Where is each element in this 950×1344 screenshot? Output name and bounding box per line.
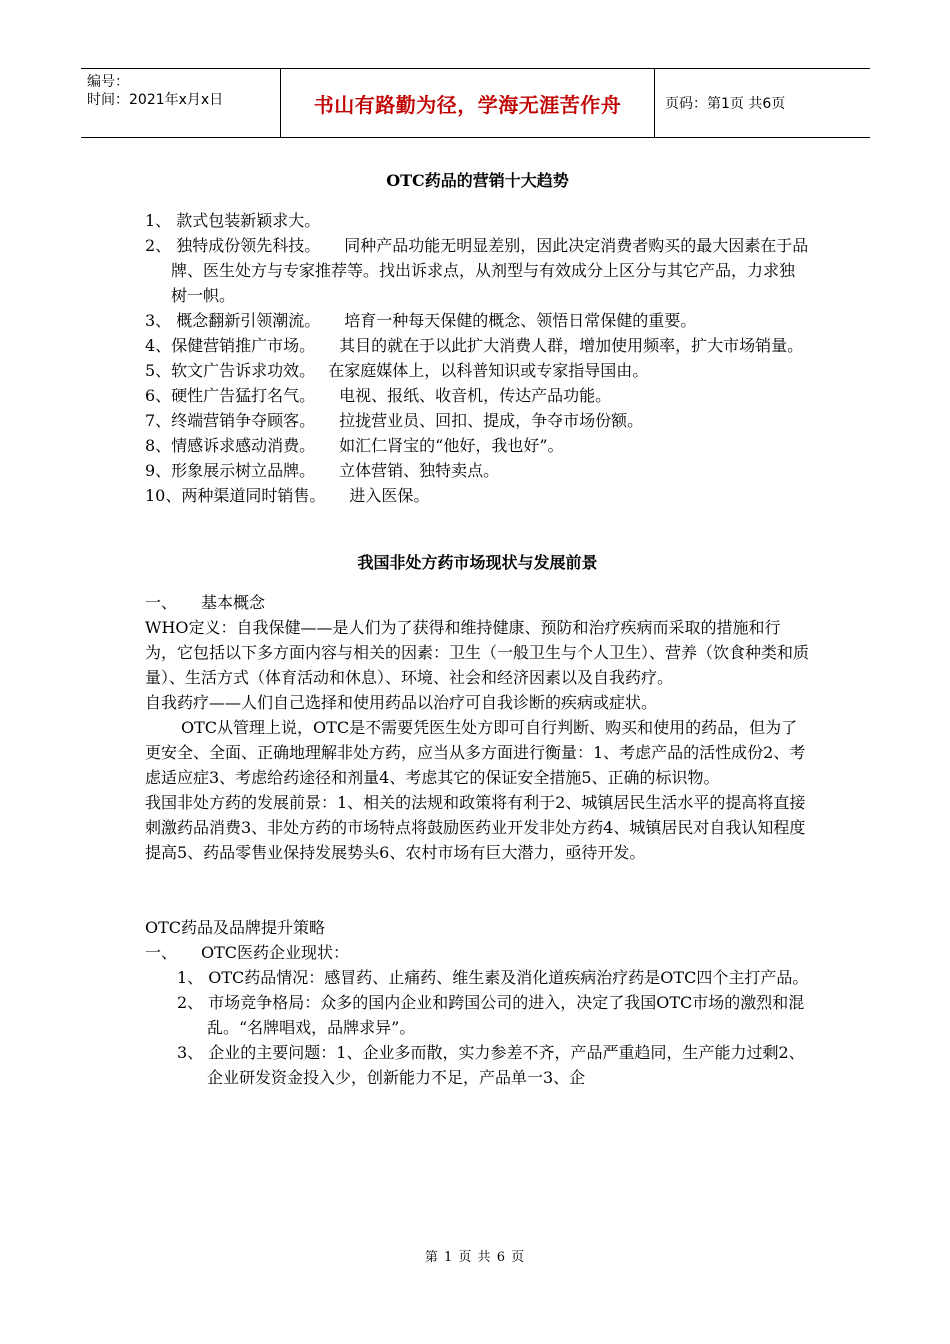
otc-prospects: 我国非处方药的发展前景：1、相关的法规和政策将有利于2、城镇居民生活水平的提高将直接刺激药品消费3、非处方药的市场特点将鼓励医药业开发非处方药4、城镇居民对自我认知程度提高5、药品零售业保持发展势头6、农村市场有巨大潜力，亟待开发。	[145, 793, 806, 862]
who-definition: WHO定义：自我保健——是人们为了获得和维持健康、预防和治疗疾病而采取的措施和行为，它包括以下多方面内容与相关的因素：卫生（一般卫生与个人卫生）、营养（饮食种类和质量）、生活方式（体育活动和休息）、环境、社会和经济因素以及自我药疗。	[145, 618, 810, 687]
section1-item-4: 4、保健营销推广市场。 其目的就在于以此扩大消费人群，增加使用频率，扩大市场销量。	[145, 336, 804, 355]
page-footer: 第 1 页 共 6 页	[424, 1250, 526, 1265]
section1-item-3: 3、 概念翻新引领潮流。 培育一种每天保健的概念、领悟日常保健的重要。	[145, 311, 697, 330]
section3-title: OTC药品及品牌提升策略	[145, 918, 326, 937]
document-body	[145, 168, 810, 1090]
section2-subheading: 一、 基本概念	[145, 593, 266, 612]
section1-item-7: 7、终端营销争夺顾客。 拉拢营业员、回扣、提成，争夺市场份额。	[145, 411, 644, 430]
header-left-cell	[81, 69, 281, 137]
otc-definition: OTC从管理上说，OTC是不需要凭医生处方即可自行判断、购买和使用的药品，但为了更安全、全面、正确地理解非处方药，应当从多方面进行衡量：1、考虑产品的活性成份2、考虑适应症3、考虑给药途径和剂量4、考虑其它的保证安全措施5、正确的标识物。	[145, 718, 806, 787]
section3-subheading: 一、 OTC医药企业现状：	[145, 943, 350, 962]
header-page-info: 页码：第1页 共6页	[665, 96, 786, 112]
section3-item-1: 1、 OTC药品情况：感冒药、止痛药、维生素及消化道疾病治疗药是OTC四个主打产品。	[177, 968, 809, 987]
header-motto: 书山有路勤为径，学海无涯苦作舟	[281, 69, 655, 137]
section2-title: 我国非处方药市场现状与发展前景	[357, 553, 598, 572]
section1-item-1: 1、 款式包装新颖求大。	[145, 211, 321, 230]
section1-title: OTC药品的营销十大趋势	[386, 171, 569, 190]
document-number-label: 编号：	[87, 74, 129, 90]
section1-item-9: 9、形象展示树立品牌。 立体营销、独特卖点。	[145, 461, 500, 480]
section1-item-10: 10、两种渠道同时销售。 进入医保。	[145, 486, 430, 505]
section1-item-6: 6、硬性广告猛打名气。 电视、报纸、收音机，传达产品功能。	[145, 386, 612, 405]
page-header	[81, 68, 870, 138]
section1-item-8: 8、情感诉求感动消费。 如汇仁肾宝的“他好，我也好”。	[145, 436, 564, 455]
section3-item-2: 2、 市场竞争格局：众多的国内企业和跨国公司的进入，决定了我国OTC市场的激烈和混乱。“名牌唱戏，品牌求异”。	[177, 993, 805, 1037]
document-time-label: 时间：2021年x月x日	[87, 92, 224, 108]
section1-item-5: 5、软文广告诉求功效。 在家庭媒体上，以科普知识或专家指导国由。	[145, 361, 649, 380]
section1-item-2: 2、 独特成份领先科技。 同种产品功能无明显差别，因此决定消费者购买的最大因素在于品牌、医生处方与专家推荐等。找出诉求点，从剂型与有效成分上区分与其它产品，力求独树一帜。	[145, 236, 809, 305]
self-medication-definition: 自我药疗——人们自己选择和使用药品以治疗可自我诊断的疾病或症状。	[145, 693, 658, 712]
section3-item-3: 3、 企业的主要问题：1、企业多而散，实力参差不齐，产品严重趋同，生产能力过剩2、企业研发资金投入少，创新能力不足，产品单一3、企	[177, 1043, 805, 1087]
